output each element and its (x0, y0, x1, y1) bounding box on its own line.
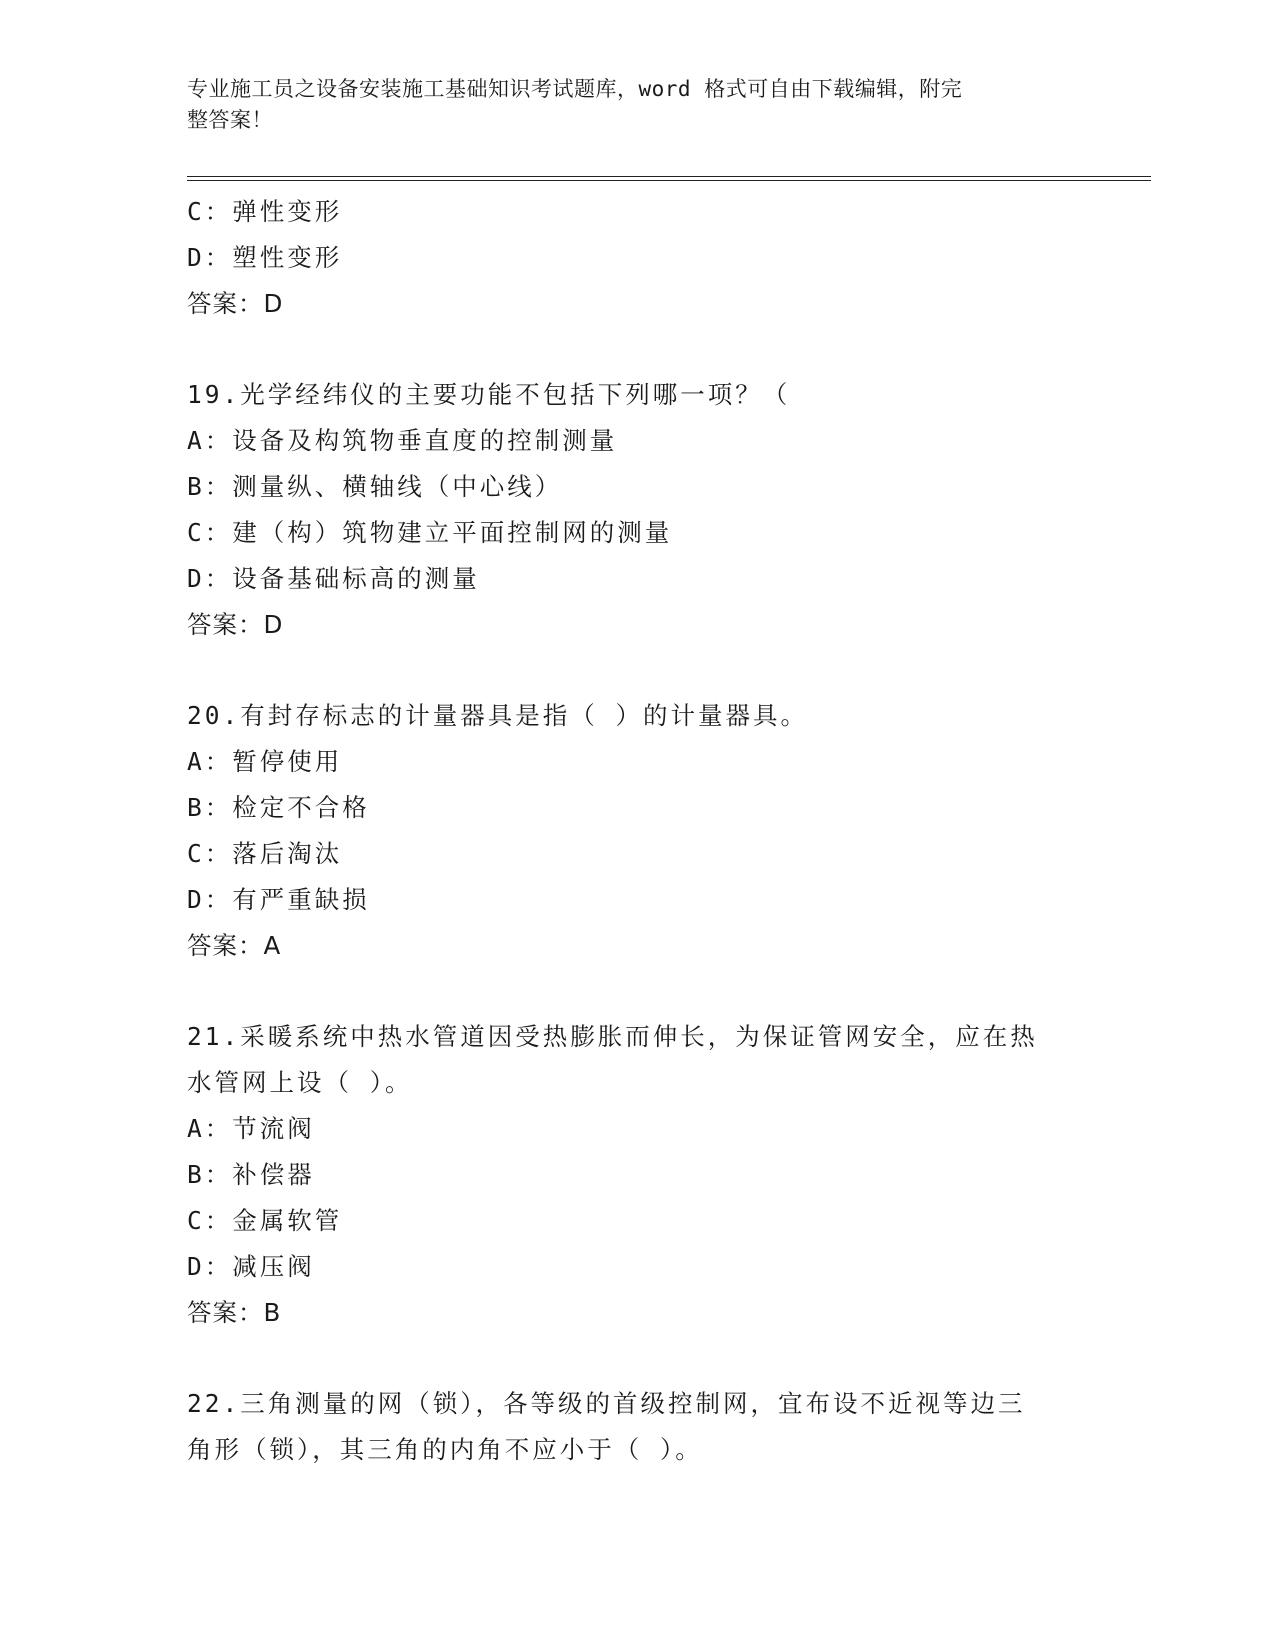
spacer (187, 648, 1087, 693)
option-c: C：落后淘汰 (187, 839, 343, 868)
header-line-1: 专业施工员之设备安装施工基础知识考试题库，word 格式可自由下载编辑，附完 (187, 77, 963, 101)
option-c: C：弹性变形 (187, 197, 343, 226)
carryover-question (187, 189, 1087, 327)
option-a: A：设备及构筑物垂直度的控制测量 (187, 426, 618, 455)
spacer (187, 969, 1087, 1014)
spacer (187, 327, 1087, 372)
question-19 (187, 372, 1087, 648)
answer: 答案：A (187, 931, 282, 960)
question-text: 20.有封存标志的计量器具是指（ ）的计量器具。 (187, 701, 808, 730)
question-text-continued: 角形（锁），其三角的内角不应小于（ ）。 (187, 1435, 703, 1464)
option-d: D：减压阀 (187, 1252, 315, 1281)
page-header (187, 74, 1067, 136)
spacer (187, 1336, 1087, 1381)
document-body (187, 189, 1087, 1473)
option-b: B：测量纵、横轴线（中心线） (187, 472, 563, 501)
option-a: A：暂停使用 (187, 747, 343, 776)
option-b: B：补偿器 (187, 1160, 315, 1189)
answer: 答案：D (187, 610, 284, 639)
answer: 答案：D (187, 289, 284, 318)
option-b: B：检定不合格 (187, 793, 370, 822)
question-21 (187, 1014, 1087, 1336)
question-text-continued: 水管网上设（ ）。 (187, 1068, 413, 1097)
question-text: 21.采暖系统中热水管道因受热膨胀而伸长，为保证管网安全，应在热 (187, 1022, 1038, 1051)
header-divider (187, 176, 1151, 181)
option-c: C：建（构）筑物建立平面控制网的测量 (187, 518, 673, 547)
question-20 (187, 693, 1087, 969)
question-text: 19.光学经纬仪的主要功能不包括下列哪一项？（ (187, 380, 791, 409)
option-d: D：塑性变形 (187, 243, 343, 272)
option-d: D：设备基础标高的测量 (187, 564, 480, 593)
answer: 答案：B (187, 1298, 282, 1327)
option-c: C：金属软管 (187, 1206, 343, 1235)
question-text: 22.三角测量的网（锁），各等级的首级控制网，宜布设不近视等边三 (187, 1389, 1026, 1418)
option-d: D：有严重缺损 (187, 885, 370, 914)
option-a: A：节流阀 (187, 1114, 315, 1143)
question-22 (187, 1381, 1087, 1473)
header-line-2: 整答案！ (187, 108, 273, 132)
